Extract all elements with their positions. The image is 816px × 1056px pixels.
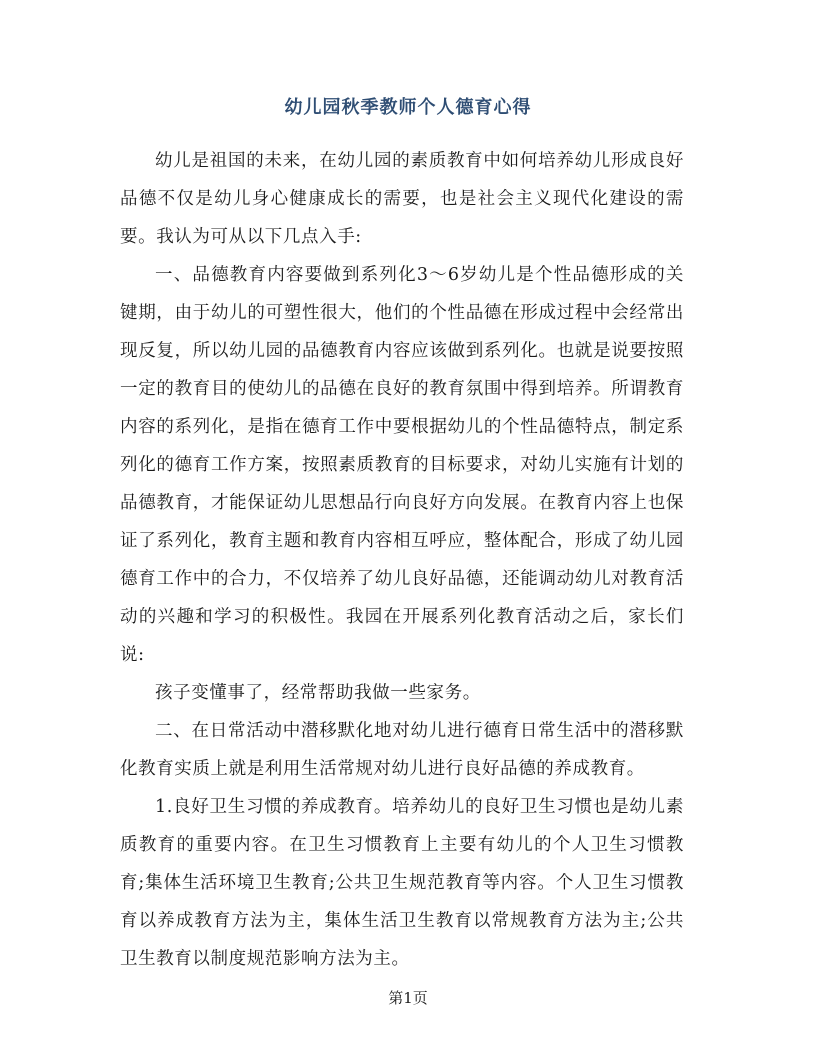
page-number: 第1页 bbox=[388, 989, 428, 1007]
paragraph-intro: 幼儿是祖国的未来，在幼儿园的素质教育中如何培养幼儿形成良好品德不仅是幼儿身心健康成长的需要，也是社会主义现代化建设的需要。我认为可从以下几点入手: bbox=[120, 151, 684, 247]
document-title: 幼儿园秋季教师个人德育心得 bbox=[284, 97, 532, 118]
paragraph-section-two: 二、在日常活动中潜移默化地对幼儿进行德育日常生活中的潜移默化教育实质上就是利用生活常规对幼儿进行良好品德的养成教育。 bbox=[120, 721, 684, 779]
paragraph-section-one: 一、品德教育内容要做到系列化3～6岁幼儿是个性品德形成的关键期，由于幼儿的可塑性很大，他们的个性品德在形成过程中会经常出现反复，所以幼儿园的品德教育内容应该做到系列化。也就是说要按照一定的教育目的使幼儿的品德在良好的教育氛围中得到培养。所谓教育内容的系列化，是指在德育工作中要根据幼儿的个性品德特点，制定系列化的德育工作方案，按照素质教育的目标要求，对幼儿实施有计划的品德教育，才能保证幼儿思想品行向良好方向发展。在教育内容上也保证了系列化，教育主题和教育内容相互呼应，整体配合，形成了幼儿园德育工作中的合力，不仅培养了幼儿良好品德，还能调动幼儿对教育活动的兴趣和学习的积极性。我园在开展系列化教育活动之后，家长们说: bbox=[120, 265, 684, 665]
paragraph-parent-quote: 孩子变懂事了，经常帮助我做一些家务。 bbox=[155, 683, 481, 703]
document-body bbox=[120, 142, 684, 978]
paragraph-hygiene-habits: 1.良好卫生习惯的养成教育。培养幼儿的良好卫生习惯也是幼儿素质教育的重要内容。在卫生习惯教育上主要有幼儿的个人卫生习惯教育;集体生活环境卫生教育;公共卫生规范教育等内容。个人卫生习惯教育以养成教育方法为主，集体生活卫生教育以常规教育方法为主;公共卫生教育以制度规范影响方法为主。 bbox=[120, 797, 684, 969]
